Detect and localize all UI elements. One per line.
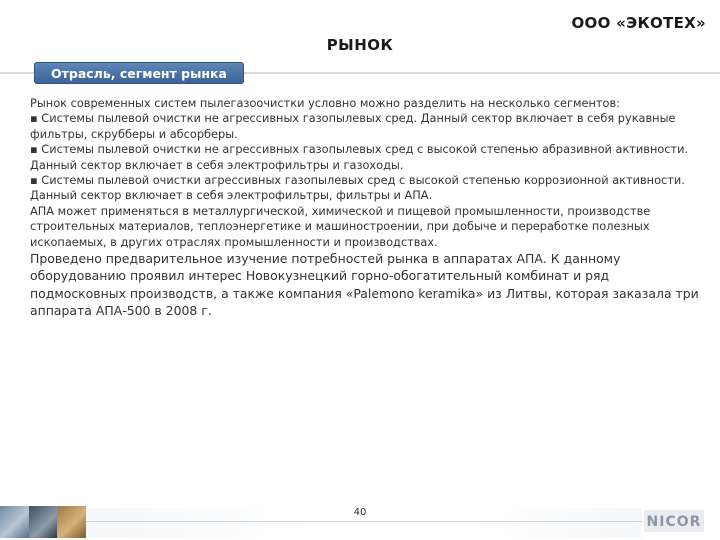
section-badge: Отрасль, сегмент рынка [34, 62, 244, 84]
paragraph-intro: Рынок современных систем пылегазоочистки условно можно разделить на несколько сегментов: [30, 96, 620, 110]
company-name: ООО «ЭКОТЕХ» [571, 14, 706, 32]
bullet-item: ▪ Системы пылевой очистки не агрессивных газопылевых сред с высокой степенью абразивной активности. Данный сектор включает в себя электрофильтры и газоходы. [30, 142, 689, 172]
paragraph-closing: Проведено предварительное изучение потребностей рынка в аппаратах АПА. К данному оборудованию проявил интерес Новокузнецкий горно-обогатительный комбинат и ряд подмосковных производств, а также компания «Palemono keramika» из Литвы, которая заказала три аппарата АПА-500 в 2008 г. [30, 251, 699, 318]
logo-text: NICOR [646, 514, 702, 530]
slide-title: РЫНОК [326, 36, 394, 54]
page-number: 40 [353, 507, 367, 518]
nicor-logo [644, 510, 704, 532]
bullet-item: ▪ Системы пылевой очистки не агрессивных газопылевых сред. Данный сектор включает в себя рукавные фильтры, скрубберы и абсорберы. [30, 111, 676, 141]
footer [0, 496, 720, 540]
bullet-item: ▪ Системы пылевой очистки агрессивных газопылевых сред с высокой степенью коррозионной активности. Данный сектор включает в себя электрофильтры, фильтры и АПА. [30, 173, 685, 203]
footer-divider [86, 521, 642, 522]
body-text [30, 96, 702, 319]
paragraph-application: АПА может применяться в металлургической, химической и пищевой промышленности, производстве строительных материалов, теплоэнергетике и машиностроении, при добыче и переработке полезных ископаемых, в других отраслях промышленности и производствах. [30, 203, 651, 249]
